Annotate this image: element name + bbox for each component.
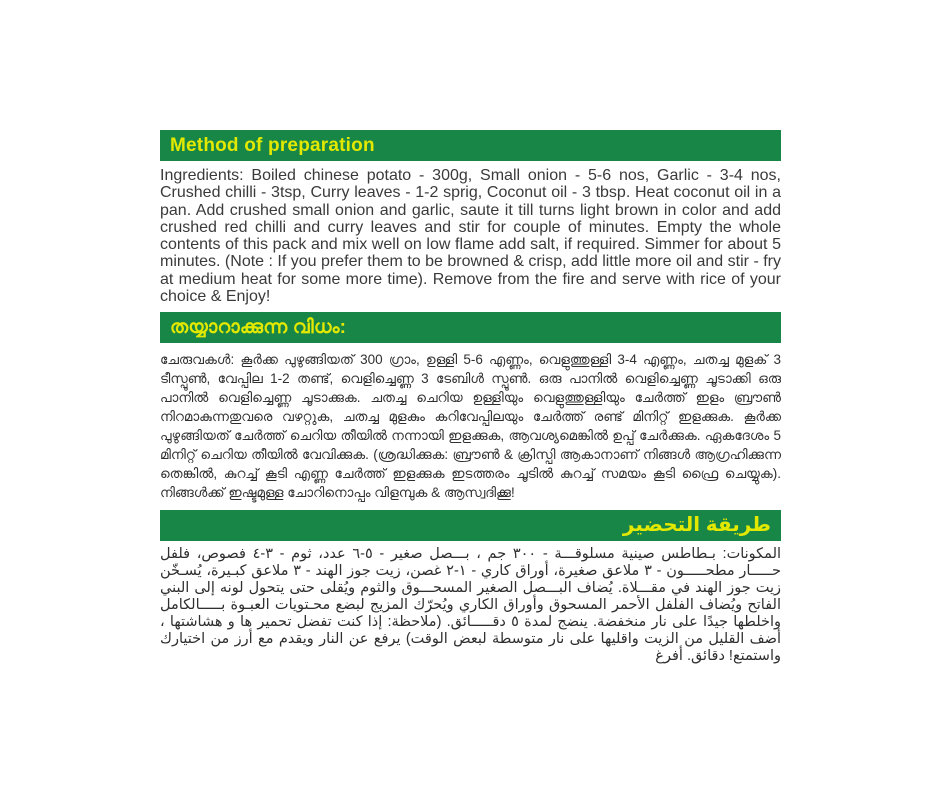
arabic-section-header <box>160 510 781 541</box>
english-section <box>160 130 781 305</box>
malayalam-section <box>160 312 781 502</box>
malayalam-instructions-text: ചേരുവകൾ: കൂർക്ക പുഴുങ്ങിയത് 300 ഗ്രാം, ഉള്ളി 5-6 എണ്ണം, വെളുത്തുള്ളി 3-4 എണ്ണം, ചതച്ച മുളക് 3 ടീസ്പൂൺ, വേപ്പില 1-2 തണ്ട്, വെളിച്ചെണ്ണ 3 ടേബിൾ സ്പൂൺ. ഒരു പാനിൽ വെളിച്ചെണ്ണ ചൂടാക്കി ഒരു പാനിൽ വെളിച്ചെണ്ണ ചൂടാക്കുക. ചതച്ച ചെറിയ ഉള്ളിയും വെളുത്തുള്ളിയും ചേർത്ത് ഇളം ബ്രൗൺ നിറമാകുന്നതുവരെ വഴറ്റുക, ചതച്ച മുളകും കറിവേപ്പിലയും ചേർത്ത് രണ്ട് മിനിറ്റ് ഇളക്കുക. കൂർക്ക പുഴുങ്ങിയത് ചേർത്ത് ചെറിയ തീയിൽ നന്നായി ഇളക്കുക, ആവശ്യമെങ്കിൽ ഉപ്പ് ചേർക്കുക. ഏകദേശം 5 മിനിറ്റ് ചെറിയ തീയിൽ വേവിക്കുക. (ശ്രദ്ധിക്കുക: ബ്രൗൺ & ക്രിസ്പി ആകാനാണ് നിങ്ങൾ ആഗ്രഹിക്കുന്ന തെങ്കിൽ, കുറച്ച് കൂടി എണ്ണ ചേർത്ത് ഇളക്കുക ഇടത്തരം ചൂടിൽ കുറച്ച് സമയം കൂടി ഫ്രൈ ചെയ്യുക). നിങ്ങൾക്ക് ഇഷ്ടമുള്ള ചോറിനൊപ്പം വിളമ്പുക & ആസ്വദിക്കൂ! <box>160 352 781 501</box>
malayalam-section-title: തയ്യാറാക്കുന്ന വിധം: <box>170 317 347 339</box>
arabic-section <box>160 510 781 665</box>
preparation-label-panel <box>160 130 781 665</box>
malayalam-section-header <box>160 312 781 343</box>
english-section-header <box>160 130 781 161</box>
arabic-section-title: طريقة التحضير <box>622 514 771 537</box>
english-section-title: Method of preparation <box>170 135 375 156</box>
arabic-instructions-text: المكونات: بـطاطس صينية مسلوقـــة - ٣٠٠ جم ، بـــصل صغير - ٥-٦ عدد، ثوم - ٣-٤ فصوص، فلفل حـــــار مطحـــــون - ٣ ملاعق صغيرة، أوراق كاري - ١-٢ غصن، زيت جوز الهند - ٣ ملاعق كبـيرة، يُسـخّن زيت جوز الهند في مقـــلاة. يُضاف البـــصل الصغير المسحـــوق والثوم ويُقلى حتى يتحول لونه إلى البني الفاتح ويُضاف الفلفل الأحمر المسحوق وأوراق الكاري ويُحرّك المزيج لبضع محـتويات العبـوة بـــــالكامل واخلطها جيدًا على نار منخفضة. ينضج لمدة ٥ دقـــــائق. (ملاحظة: إذا كنت تفضل تحمير ها و هشاشتها ، أضف القليل من الزيت واقليها على نار متوسطة لبعض الوقت) يرفع عن النار ويقدم مع أرز من اختيارك واستمتع! دقائق. أفرغ <box>160 546 782 665</box>
english-instructions-text: Ingredients: Boiled chinese potato - 300g, Small onion - 5-6 nos, Garlic - 3-4 nos, Crushed chilli - 3tsp, Curry leaves - 1-2 sprig, Coconut oil - 3 tbsp. Heat coconut oil in a pan. Add crushed small onion and garlic, saute it till turns light brown in color and add crushed red chilli and curry leaves and stir for couple of minutes. Empty the whole contents of this pack and mix well on low flame add salt, if required. Simmer for about 5 minutes. (Note : If you prefer them to be browned & crisp, add little more oil and stir - fry at medium heat for some more time). Remove from the fire and serve with rice of your choice & Enjoy! <box>160 167 781 306</box>
